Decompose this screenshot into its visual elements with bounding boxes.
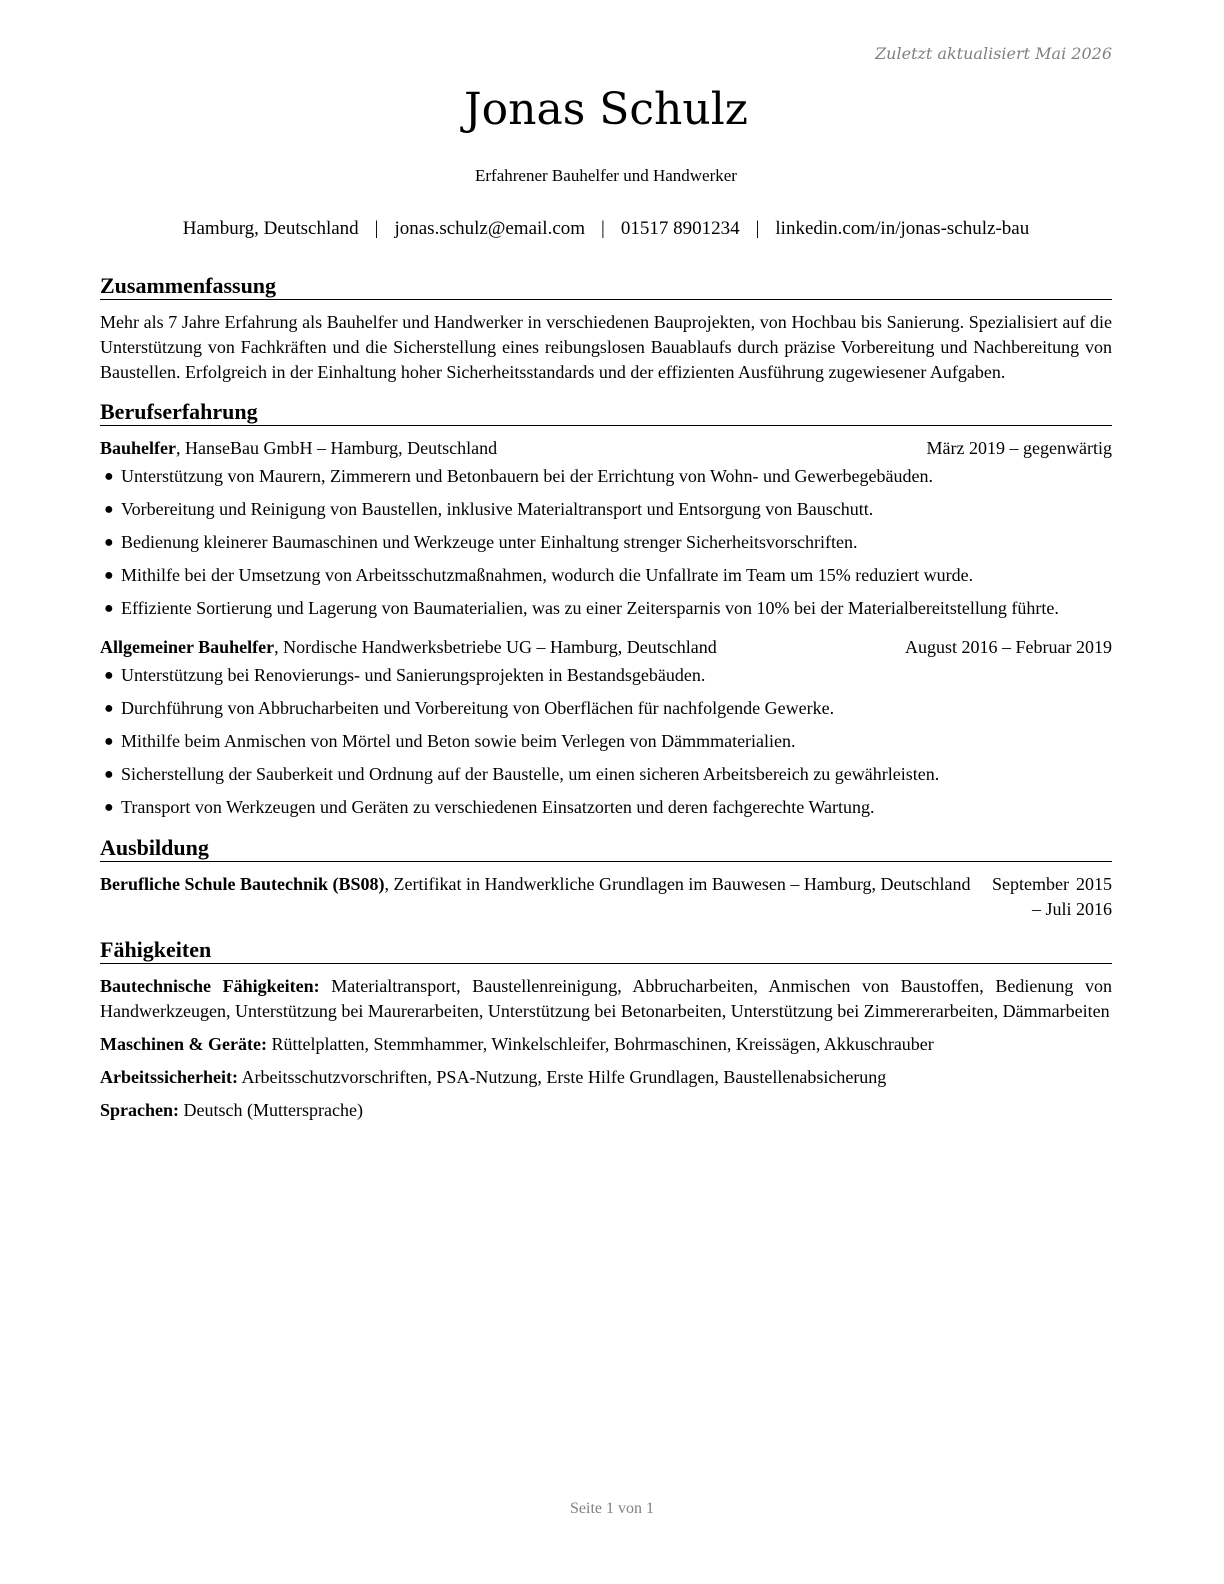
job-position	[100, 635, 862, 660]
resume-page	[100, 0, 1112, 1584]
education-dates: September 2015 – Juli 2016	[992, 874, 1112, 919]
bullet-icon: ●	[104, 534, 114, 551]
contact-location: Hamburg, Deutschland	[182, 218, 359, 239]
list-item: ● Effiziente Sortierung und Lagerung von Baumaterialien, was zu einer Zeitersparnis von 10% bei der Materialbereitstellung führte.	[100, 596, 1112, 621]
skill-label: Sprachen:	[100, 1100, 180, 1120]
school-name: Berufliche Schule Bautechnik (BS08)	[100, 874, 385, 894]
job-dates: August 2016 – Februar 2019	[905, 637, 1112, 657]
skill-row	[100, 1065, 1112, 1090]
job-entry	[100, 436, 1112, 621]
contact-linkedin[interactable]: linkedin.com/in/jonas-schulz-bau	[775, 218, 1030, 239]
section-title-experience: Berufserfahrung	[100, 398, 1112, 426]
list-item: ● Unterstützung bei Renovierungs- und Sanierungsprojekten in Bestandsgebäuden.	[100, 663, 1112, 688]
list-item: ● Vorbereitung und Reinigung von Baustellen, inklusive Materialtransport und Entsorgung von Bauschutt.	[100, 497, 1112, 522]
education-entry	[100, 872, 1112, 922]
bullet-icon: ●	[104, 567, 114, 584]
section-title-skills: Fähigkeiten	[100, 936, 1112, 964]
person-name: Jonas Schulz	[464, 84, 748, 135]
section-title-summary: Zusammenfassung	[100, 272, 1112, 300]
job-entry	[100, 635, 1112, 820]
skill-label: Arbeitssicherheit:	[100, 1067, 238, 1087]
list-item: ● Unterstützung von Maurern, Zimmerern und Betonbauern bei der Errichtung von Wohn- und Gewerbegebäuden.	[100, 464, 1112, 489]
summary-text: Mehr als 7 Jahre Erfahrung als Bauhelfer und Handwerker in verschiedenen Bauprojekten, von Hochbau bis Sanierung. Spezialisiert auf die Unterstützung von Fachkräften und die Sicherstellung eines reibungslosen Bauablaufs durch präzise Vorbereitung und Nachbereitung von Baustellen. Erfolgreich in der Einhaltung hoher Sicherheitsstandards und der effizienten Ausführung zugewiesener Aufgaben.	[100, 312, 1112, 382]
job-role: Bauhelfer	[100, 438, 176, 458]
list-item: ● Durchführung von Abbrucharbeiten und Vorbereitung von Oberflächen für nachfolgende Gewerke.	[100, 696, 1112, 721]
skill-value: Materialtransport, Baustellenreinigung, Abbrucharbeiten, Anmischen von Baustoffen, Bedienung von Handwerkzeugen, Unterstützung bei Maurerarbeiten, Unterstützung bei Betonarbeiten, Unterstützung bei Zimmererarbeiten, Dämmarbeiten	[100, 976, 1112, 1021]
job-dates: März 2019 – gegenwärtig	[926, 438, 1112, 458]
bullet-icon: ●	[104, 600, 114, 617]
skill-value: Arbeitsschutzvorschriften, PSA-Nutzung, Erste Hilfe Grundlagen, Baustellenabsicherung	[237, 1067, 887, 1087]
job-bullets	[100, 663, 1112, 820]
section-title-education: Ausbildung	[100, 834, 1112, 862]
bullet-icon: ●	[104, 799, 114, 816]
list-item: ● Sicherstellung der Sauberkeit und Ordnung auf der Baustelle, um einen sicheren Arbeitsbereich zu gewährleisten.	[100, 762, 1112, 787]
list-item: ● Bedienung kleinerer Baumaschinen und Werkzeuge unter Einhaltung strenger Sicherheitsvorschriften.	[100, 530, 1112, 555]
education-institution	[100, 872, 972, 897]
bullet-icon: ●	[104, 700, 114, 717]
skill-value: Deutsch (Muttersprache)	[179, 1100, 363, 1120]
skill-row	[100, 1098, 1112, 1123]
job-org: , HanseBau GmbH – Hamburg, Deutschland	[176, 438, 498, 458]
job-header	[100, 635, 1112, 660]
contact-phone[interactable]: 01517 8901234	[620, 218, 740, 239]
last-updated: Zuletzt aktualisiert Mai 2026	[875, 44, 1112, 63]
bullet-icon: ●	[104, 501, 114, 518]
contact-separator: |	[601, 218, 605, 239]
job-title: Erfahrener Bauhelfer und Handwerker	[475, 166, 737, 185]
contact-separator: |	[374, 218, 379, 239]
job-bullets	[100, 464, 1112, 621]
skill-value: Rüttelplatten, Stemmhammer, Winkelschleifer, Bohrmaschinen, Kreissägen, Akkuschrauber	[266, 1034, 934, 1054]
skill-label: Maschinen & Geräte:	[100, 1034, 267, 1054]
list-item: ● Transport von Werkzeugen und Geräten zu verschiedenen Einsatzorten und deren fachgerechte Wartung.	[100, 795, 1112, 820]
skill-row	[100, 1032, 1112, 1057]
job-position	[100, 436, 907, 461]
education-detail: , Zertifikat in Handwerkliche Grundlagen im Bauwesen – Hamburg, Deutschland	[384, 874, 971, 894]
skill-row	[100, 974, 1112, 1024]
contact-email[interactable]: jonas.schulz@email.com	[394, 218, 586, 239]
bullet-icon: ●	[104, 766, 114, 783]
skill-label: Bautechnische Fähigkeiten:	[100, 976, 320, 996]
list-item: ● Mithilfe beim Anmischen von Mörtel und Beton sowie beim Verlegen von Dämmmaterialien.	[100, 729, 1112, 754]
bullet-icon: ●	[104, 733, 114, 750]
bullet-icon: ●	[104, 468, 114, 485]
job-org: , Nordische Handwerksbetriebe UG – Hamburg, Deutschland	[274, 637, 717, 657]
resume-content	[100, 272, 1112, 1131]
list-item: ● Mithilfe bei der Umsetzung von Arbeitsschutzmaßnahmen, wodurch die Unfallrate im Team um 15% reduziert wurde.	[100, 563, 1112, 588]
bullet-icon: ●	[104, 667, 114, 684]
contact-line	[100, 218, 1112, 240]
job-role: Allgemeiner Bauhelfer	[100, 637, 275, 657]
job-header	[100, 436, 1112, 461]
contact-separator: |	[755, 218, 760, 239]
page-number: Seite 1 von 1	[570, 1500, 654, 1517]
